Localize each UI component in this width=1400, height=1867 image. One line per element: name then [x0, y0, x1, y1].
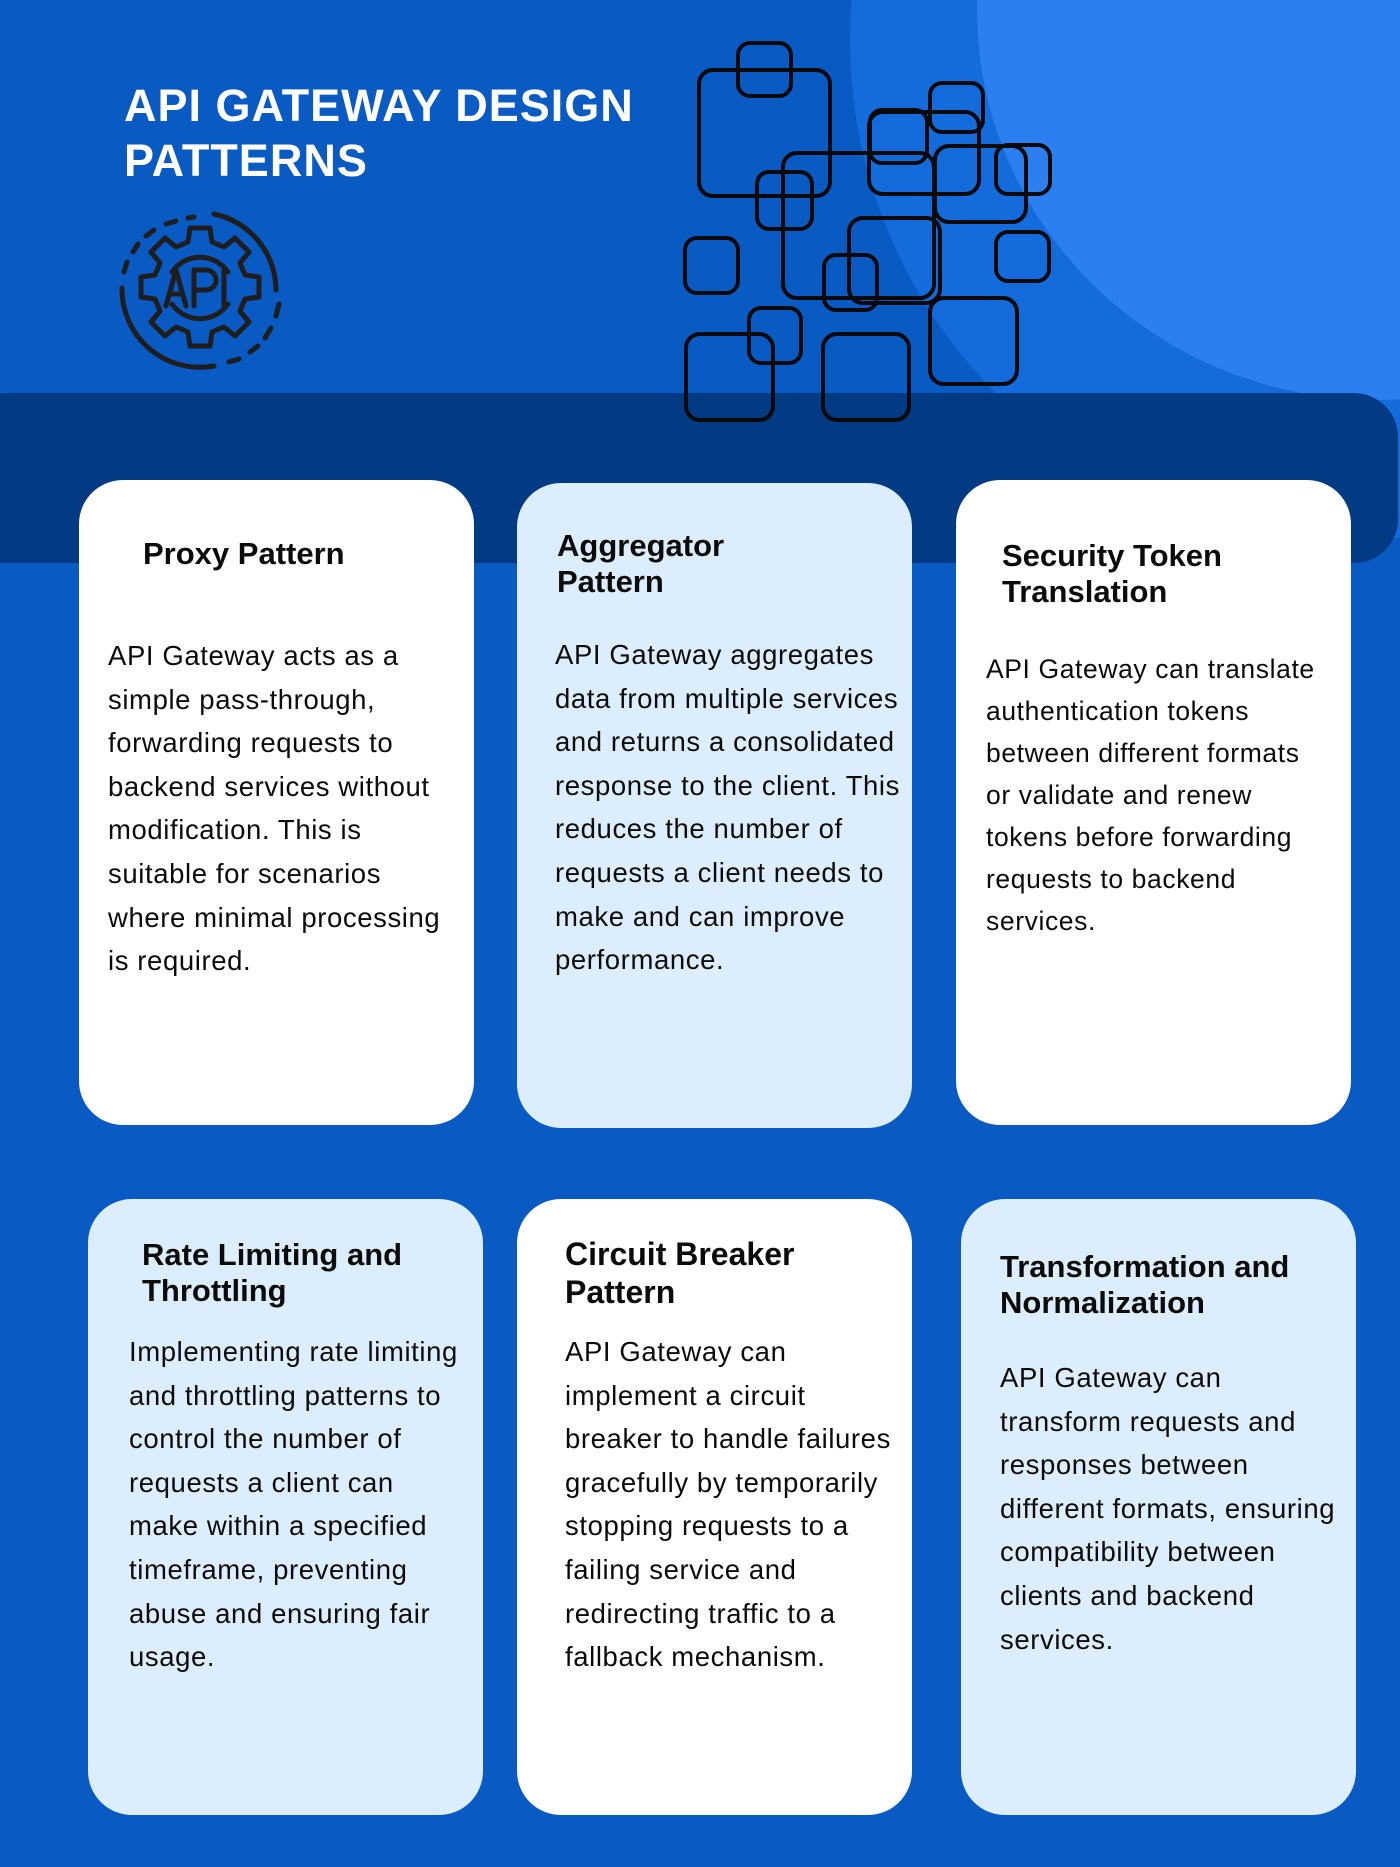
card-body: API Gateway can implement a circuit breaker to handle failures gracefully by temporarily stopping requests to a failing service and redirecting traffic to a fallback mechanism. — [565, 1336, 891, 1673]
card-body: API Gateway can translate authentication tokens between different formats or validate and renew tokens before forwarding requests to backend services. — [986, 654, 1315, 936]
title-line-1: API GATEWAY DESIGN — [124, 80, 634, 131]
pattern-card-circuit-breaker — [517, 1199, 912, 1815]
card-title: Security Token Translation — [1002, 538, 1222, 609]
card-title: Proxy Pattern — [143, 536, 345, 571]
page-title — [124, 78, 634, 188]
pattern-card-aggregator — [517, 483, 912, 1128]
pattern-card-rate-limiting — [88, 1199, 483, 1815]
pattern-card-transformation — [961, 1199, 1356, 1815]
card-body: Implementing rate limiting and throttling patterns to control the number of requests a client can make within a specified timeframe, preventing abuse and ensuring fair usage. — [129, 1336, 458, 1673]
card-title: Circuit Breaker Pattern — [565, 1236, 795, 1310]
card-title: Aggregator Pattern — [557, 528, 725, 599]
card-title: Rate Limiting and Throttling — [142, 1237, 403, 1308]
api-gear-icon — [118, 208, 282, 372]
pattern-card-proxy — [79, 480, 474, 1125]
pattern-card-security-token — [956, 480, 1351, 1125]
title-line-2: PATTERNS — [124, 135, 368, 186]
card-body: API Gateway acts as a simple pass-through, forwarding requests to backend services without modification. This is suitable for scenarios where minimal processing is required. — [108, 640, 441, 977]
card-body: API Gateway aggregates data from multiple services and returns a consolidated response to the client. This reduces the number of requests a client needs to make and can improve performance. — [555, 639, 900, 976]
card-body: API Gateway can transform requests and responses between different formats, ensuring compatibility between clients and backend services. — [1000, 1362, 1336, 1655]
card-title: Transformation and Normalization — [1000, 1249, 1290, 1320]
